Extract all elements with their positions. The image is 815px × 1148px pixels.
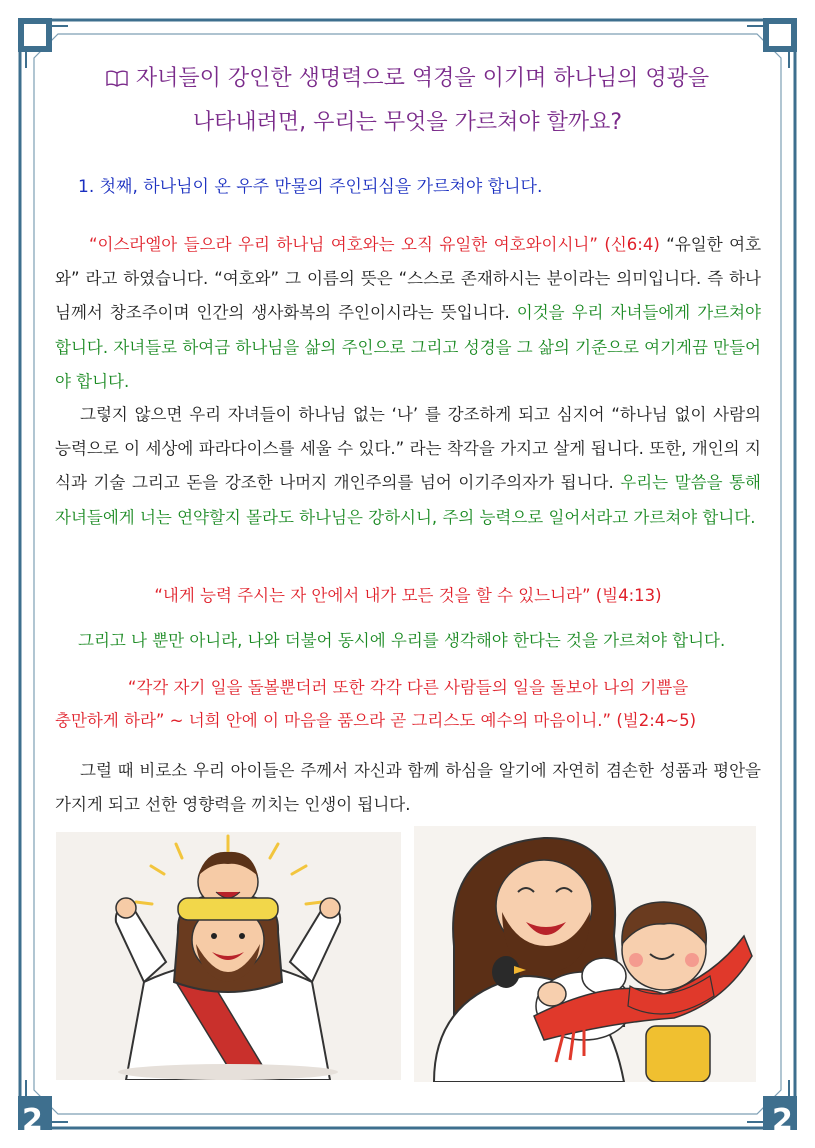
paragraph-1 xyxy=(55,228,761,399)
quote-deut-6-4: “이스라엘아 들으라 우리 하나님 여호와는 오직 유일한 여호와이시니” (신6:4) xyxy=(89,235,660,254)
paragraph-2-text: 그렇지 않으면 우리 자녀들이 하나님 없는 ‘나’ 를 강조하게 되고 심지어 “하나님 없이 사람의 능력으로 이 세상에 파라다이스를 세울 수 있다.” 라는 착각을 가지고 살게 됩니다. 또한, 개인의 지식과 기술 그리고 돈을 강조한 나머지 개인주의를 넘어 이기주의자가 됩니다. xyxy=(55,405,761,493)
paragraph-2 xyxy=(55,398,761,535)
teaching-line: 그리고 나 뿐만 아니라, 나와 더불어 동시에 우리를 생각해야 한다는 것을 가르쳐야 합니다. xyxy=(78,631,726,650)
page-number-left: 2 xyxy=(22,1103,43,1138)
paragraph-2-emphasis: 우리는 말씀을 통해 자녀들에게 너는 연약할지 몰라도 하나님은 강하시니, 주의 능력으로 일어서라고 가르쳐야 합니다. xyxy=(55,473,761,527)
verse-phil-2-4-line-2: 충만하게 하라” ~ 너희 안에 이 마음을 품으라 곧 그리스도 예수의 마음이니.” (빌2:4~5) xyxy=(55,711,697,730)
section-heading: 1. 첫째, 하나님이 온 우주 만물의 주인되심을 가르쳐야 합니다. xyxy=(78,177,543,197)
page-number-right: 2 xyxy=(772,1103,793,1138)
title-line-1: 자녀들이 강인한 생명력으로 역경을 이기며 하나님의 영광을 xyxy=(135,66,710,91)
illustration-jesus-with-child-and-lamb xyxy=(414,826,756,1082)
title-line-2: 나타내려면, 우리는 무엇을 가르쳐야 할까요? xyxy=(192,110,623,135)
illustration-jesus-carrying-child xyxy=(56,832,401,1080)
paragraph-1-text: “유일한 여호와” 라고 하였습니다. “여호와” 그 이름의 뜻은 “스스로 존재하시는 분이라는 의미입니다. 즉 하나님께서 창조주이며 인간의 생사화복의 주인이시라는 뜻입니다. xyxy=(55,235,762,323)
book-icon xyxy=(106,58,128,104)
page-title xyxy=(60,56,755,104)
verse-phil-4-13: “내게 능력 주시는 자 안에서 내가 모든 것을 할 수 있느니라” (빌4:13) xyxy=(154,586,662,605)
paragraph-1-emphasis: 이것을 우리 자녀들에게 가르쳐야 합니다. 자녀들로 하여금 하나님을 삶의 주인으로 그리고 성경을 그 삶의 기준으로 여기게끔 만들어야 합니다. xyxy=(55,303,761,391)
paragraph-3: 그럴 때 비로소 우리 아이들은 주께서 자신과 함께 하심을 알기에 자연히 겸손한 성품과 평안을 가지게 되고 선한 영향력을 끼치는 인생이 됩니다. xyxy=(55,761,761,815)
verse-phil-2-4-line-1: “각각 자기 일을 돌볼뿐더러 또한 각각 다른 사람들의 일을 돌보아 나의 기쁨을 xyxy=(127,678,689,697)
